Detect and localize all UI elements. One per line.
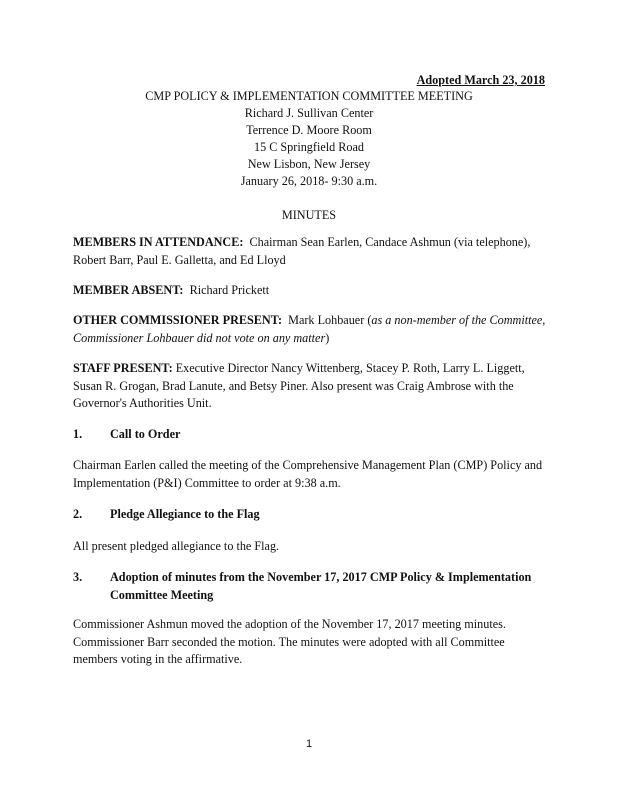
meeting-city: New Lisbon, New Jersey bbox=[247, 157, 371, 171]
section-number: 1. bbox=[73, 427, 83, 441]
meeting-venue: Richard J. Sullivan Center bbox=[244, 106, 374, 120]
attendance-label: MEMBERS IN ATTENDANCE: bbox=[73, 235, 244, 249]
absent-text: Richard Prickett bbox=[189, 283, 270, 297]
other-commissioner-text: Mark Lohbauer ( bbox=[288, 313, 372, 327]
section-heading bbox=[73, 426, 551, 444]
header-spacer bbox=[0, 190, 618, 207]
section-title: Call to Order bbox=[110, 427, 181, 441]
other-commissioner-label: OTHER COMMISSIONER PRESENT: bbox=[73, 313, 283, 327]
staff-text: Executive Director Nancy Wittenberg, Stacey P. Roth, Larry L. Liggett, Susan R. Grogan, Brad Lanute, and Betsy Piner. Also present was Craig Ambrose with the Governor's Authorities Unit. bbox=[73, 361, 525, 410]
section-heading bbox=[73, 569, 551, 604]
other-commissioner-note: as a non-member of the Committee, Commissioner Lohbauer did not vote on any matter bbox=[73, 313, 546, 345]
section-number: 2. bbox=[73, 507, 83, 521]
members-attendance bbox=[73, 234, 551, 269]
member-absent bbox=[73, 282, 551, 300]
section-heading bbox=[73, 506, 551, 524]
section-body: Commissioner Ashmun moved the adoption of the November 17, 2017 meeting minutes. Commissioner Barr seconded the motion. The minutes were adopted with all Committee members voting in the affirmative. bbox=[73, 617, 506, 666]
section-number: 3. bbox=[73, 570, 83, 584]
minutes-heading: MINUTES bbox=[281, 208, 337, 222]
adopted-date: Adopted March 23, 2018 bbox=[416, 73, 545, 87]
page-number: 1 bbox=[305, 738, 313, 750]
meeting-title: CMP POLICY & IMPLEMENTATION COMMITTEE MEETING bbox=[145, 89, 473, 103]
meeting-address: 15 C Springfield Road bbox=[253, 140, 365, 154]
meeting-room: Terrence D. Moore Room bbox=[246, 123, 372, 137]
absent-label: MEMBER ABSENT: bbox=[73, 283, 184, 297]
section-title: Pledge Allegiance to the Flag bbox=[110, 507, 260, 521]
other-commissioner-close: ) bbox=[325, 330, 330, 345]
staff-label: STAFF PRESENT: bbox=[73, 361, 173, 375]
section-title: Adoption of minutes from the November 17, 2017 CMP Policy & Implementation Committee Meeting bbox=[110, 570, 532, 602]
meeting-header bbox=[0, 88, 618, 224]
section-body: Chairman Earlen called the meeting of the Comprehensive Management Plan (CMP) Policy and Implementation (P&I) Committee to order at 9:38 a.m. bbox=[73, 458, 543, 490]
staff-present bbox=[73, 360, 551, 413]
section-body: All present pledged allegiance to the Flag. bbox=[73, 539, 280, 553]
other-commissioner bbox=[73, 312, 551, 347]
meeting-datetime: January 26, 2018- 9:30 a.m. bbox=[240, 174, 378, 188]
attendance-text: Chairman Sean Earlen, Candace Ashmun (via telephone), Robert Barr, Paul E. Galletta, and Ed Lloyd bbox=[73, 235, 531, 267]
